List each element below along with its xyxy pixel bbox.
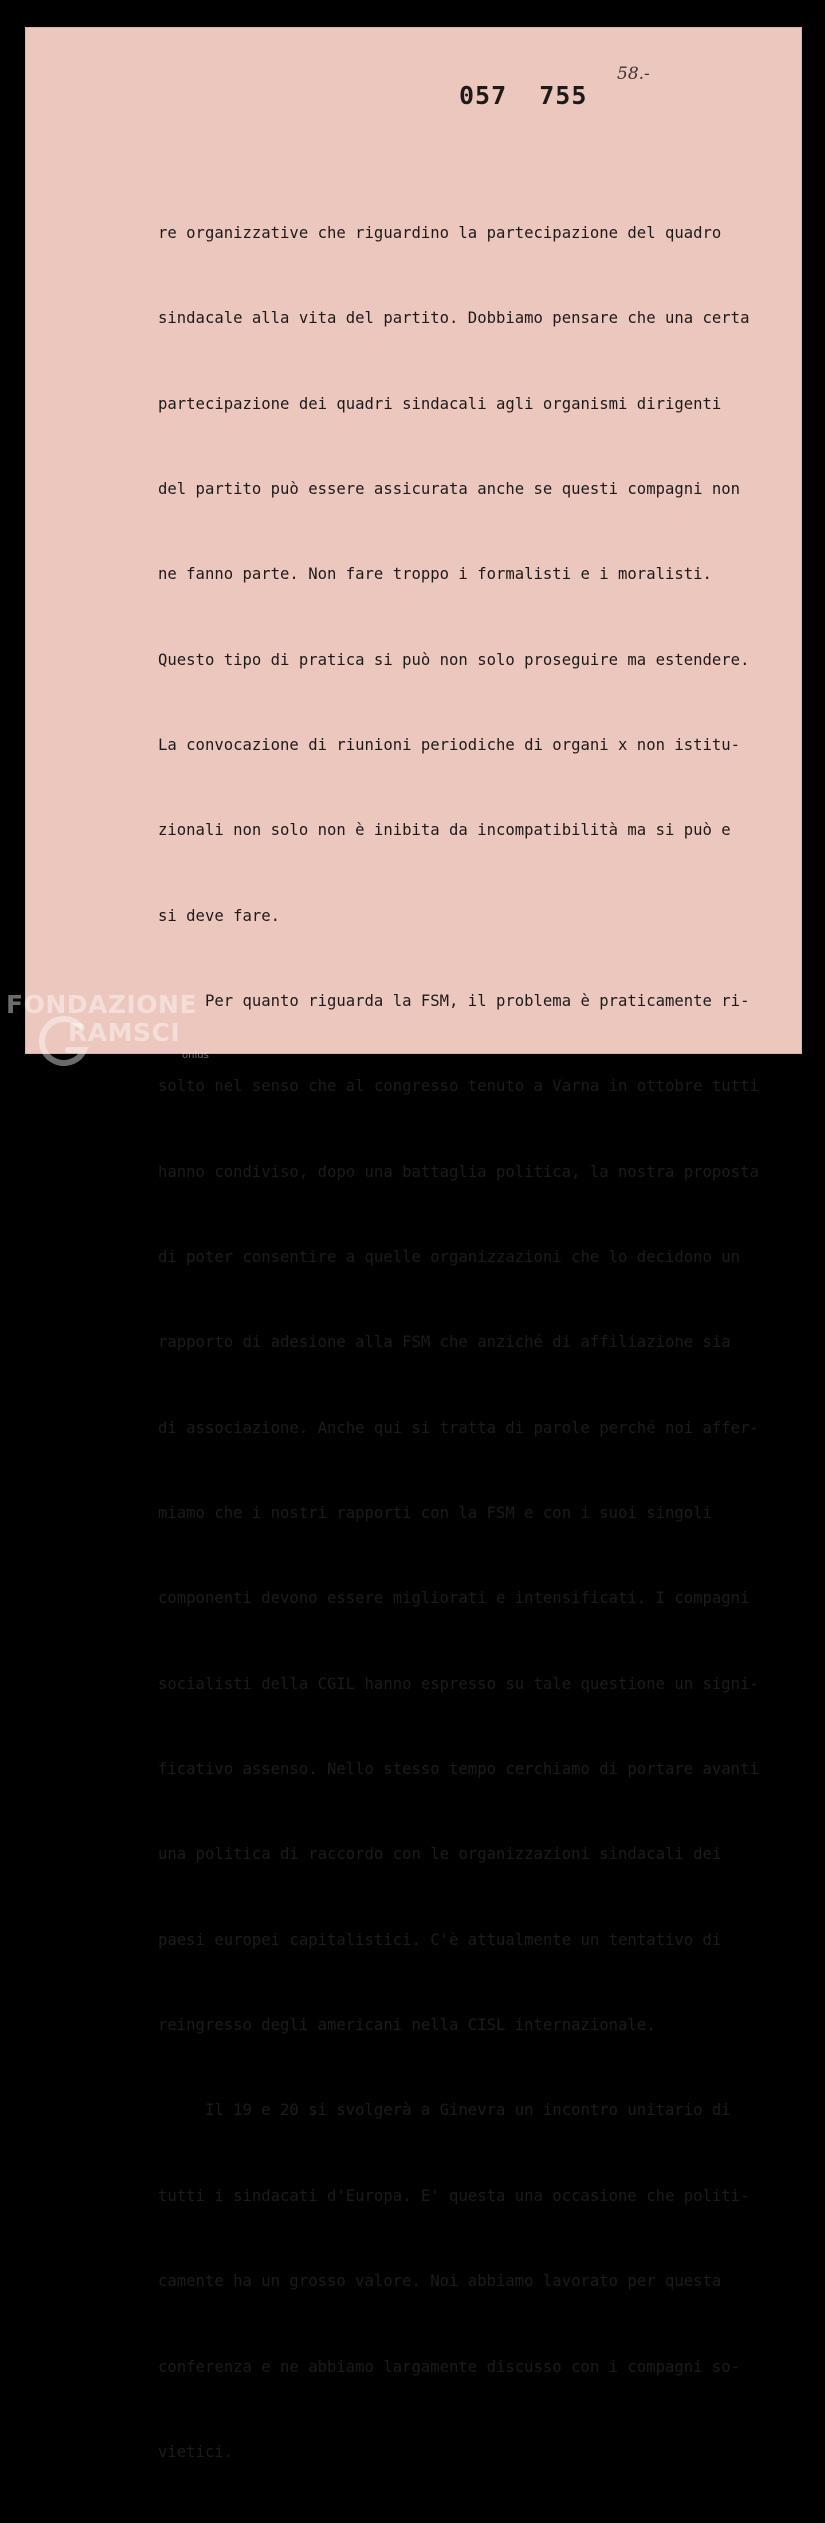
watermark-line2: RAMSCI [68, 1018, 181, 1047]
watermark-line1: FONDAZIONE [6, 990, 198, 1019]
text-line: socialisti della CGIL hanno espresso su tale questione un signi- [158, 1674, 759, 1693]
handwritten-page-number: 58.- [617, 64, 650, 84]
text-line: zionali non solo non è inibita da incompatibilità ma si può e [158, 821, 731, 840]
text-line: ne fanno parte. Non fare troppo i formalisti e i moralisti. [158, 565, 712, 584]
text-line: reingresso degli americani nella CISL internazionale. [158, 2016, 656, 2035]
text-line: solto nel senso che al congresso tenuto a Varna in ottobre tutti [158, 1077, 759, 1096]
text-line: ficativo assenso. Nello stesso tempo cerchiamo di portare avanti [158, 1760, 759, 1779]
text-line: di associazione. Anche qui si tratta di parole perché noi affer- [158, 1418, 759, 1437]
text-line: conferenza e ne abbiamo largamente discusso con i compagni so- [158, 2357, 741, 2376]
text-line: Il 19 e 20 si svolgerà a Ginevra un incontro unitario di [158, 2101, 731, 2120]
text-line: Questo tipo di pratica si può non solo proseguire ma estendere. [158, 650, 750, 669]
text-line: hanno condiviso, dopo una battaglia politica, la nostra proposta [158, 1162, 759, 1181]
typed-body-text [158, 162, 759, 2523]
text-line: del partito può essere assicurata anche se questi compagni non [158, 479, 741, 498]
watermark-suffix: onlus [182, 1050, 209, 1061]
text-line: vietici. [158, 2442, 234, 2461]
text-line: componenti devono essere migliorati e intensificati. I compagni [158, 1589, 750, 1608]
text-line: si deve fare. [158, 906, 281, 925]
text-line: sindacale alla vita del partito. Dobbiamo pensare che una certa [158, 309, 750, 328]
text-line: camente ha un grosso valore. Noi abbiamo lavorato per questa [158, 2272, 722, 2291]
text-line: una politica di raccordo con le organizzazioni sindacali dei [158, 1845, 722, 1864]
text-line: paesi europei capitalistici. C'è attualmente un tentativo di [158, 1930, 722, 1949]
text-line: rapporto di adesione alla FSM che anziché di affiliazione sia [158, 1333, 731, 1352]
text-line: La convocazione di riunioni periodiche di organi x non istitu- [158, 735, 741, 754]
text-line: miamo che i nostri rapporti con la FSM e con i suoi singoli [158, 1504, 712, 1523]
fondazione-gramsci-watermark [6, 990, 209, 1075]
text-line: re organizzative che riguardino la partecipazione del quadro [158, 223, 722, 242]
text-line: Per quanto riguarda la FSM, il problema è praticamente ri- [158, 992, 750, 1010]
text-line: tutti i sindacati d'Europa. E' questa una occasione che politi- [158, 2186, 750, 2205]
page-number-stamp: 057 755 [459, 81, 588, 110]
text-line: partecipazione dei quadri sindacali agli organismi dirigenti [158, 394, 722, 413]
text-line: di poter consentire a quelle organizzazioni che lo decidono un [158, 1248, 741, 1267]
